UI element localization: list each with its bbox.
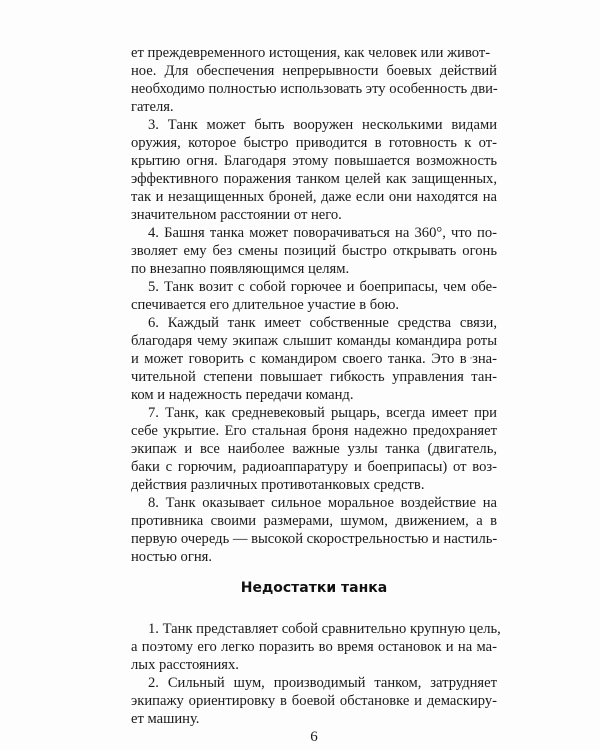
text-line: 5. Танк возит с собой горючее и боеприпасы, чем обе- <box>148 279 497 295</box>
text-line: эффективного поражения танком целей как защищенных, <box>131 171 497 187</box>
text-line: ет преждевременного истощения, как человек или живот- <box>131 45 491 61</box>
text-line: баки с горючим, радиоаппаратуру и боеприпасы) от воз- <box>131 459 497 475</box>
text-line: ностью огня. <box>131 549 212 565</box>
text-line: 1. Танк представляет собой сравнительно крупную цель, <box>148 621 501 637</box>
text-line: 8. Танк оказывает сильное моральное воздействие на <box>148 495 497 511</box>
text-line: 6. Каждый танк имеет собственные средства связи, <box>148 315 497 331</box>
text-line: по внезапно появляющимся целям. <box>131 261 350 277</box>
text-line: крытию огня. Благодаря этому повышается возможность <box>131 153 497 169</box>
text-line: 2. Сильный шум, производимый танком, затрудняет <box>148 675 497 691</box>
text-line: необходимо полностью использовать эту особенность дви- <box>131 81 498 97</box>
text-line: значительном расстоянии от него. <box>131 207 342 223</box>
text-line: ком и надежность передачи команд. <box>131 387 354 403</box>
page-number: 6 <box>310 729 318 745</box>
text-line: 3. Танк может быть вооружен несколькими видами <box>148 117 497 133</box>
text-line: ное. Для обеспечения непрерывности боевых действий <box>131 63 497 79</box>
text-line: действия различных противотанковых средств. <box>131 477 425 493</box>
text-line: первую очередь — высокой скорострельностью и настиль- <box>131 531 498 547</box>
text-line: и может говорить с командиром своего танка. Это в зна- <box>131 351 497 367</box>
text-line: экипажу ориентировку в боевой обстановке и демаскиру- <box>131 693 497 709</box>
text-line: лых расстояниях. <box>131 657 239 673</box>
text-line: ет машину. <box>131 711 200 727</box>
text-line: чительной степени повышает гибкость управления тан- <box>131 369 497 385</box>
text-line: спечивается его длительное участие в бою. <box>131 297 400 313</box>
text-line: гателя. <box>131 99 174 115</box>
text-line: так и незащищенных броней, даже если они находятся на <box>131 189 497 205</box>
text-line: 7. Танк, как средневековый рыцарь, всегда имеет при <box>148 405 497 421</box>
text-line: благодаря чему экипаж слышит команды командира роты <box>131 333 497 349</box>
text-line: зволяет ему без смены позиций быстро открывать огонь <box>131 243 497 259</box>
text-line: оружия, которое быстро приводится в готовность к от- <box>131 135 497 151</box>
text-line: себе укрытие. Его стальная броня надежно предохраняет <box>131 423 497 439</box>
text-line: противника своими размерами, шумом, движением, а в <box>131 513 497 529</box>
text-line: а поэтому его легко поразить во время остановок и на ма- <box>131 639 497 655</box>
text-line: 4. Башня танка может поворачиваться на 360°, что по- <box>148 225 497 241</box>
text-line: экипаж и все наиболее важные узлы танка (двигатель, <box>131 441 497 457</box>
section-heading: Недостатки танка <box>240 580 388 596</box>
